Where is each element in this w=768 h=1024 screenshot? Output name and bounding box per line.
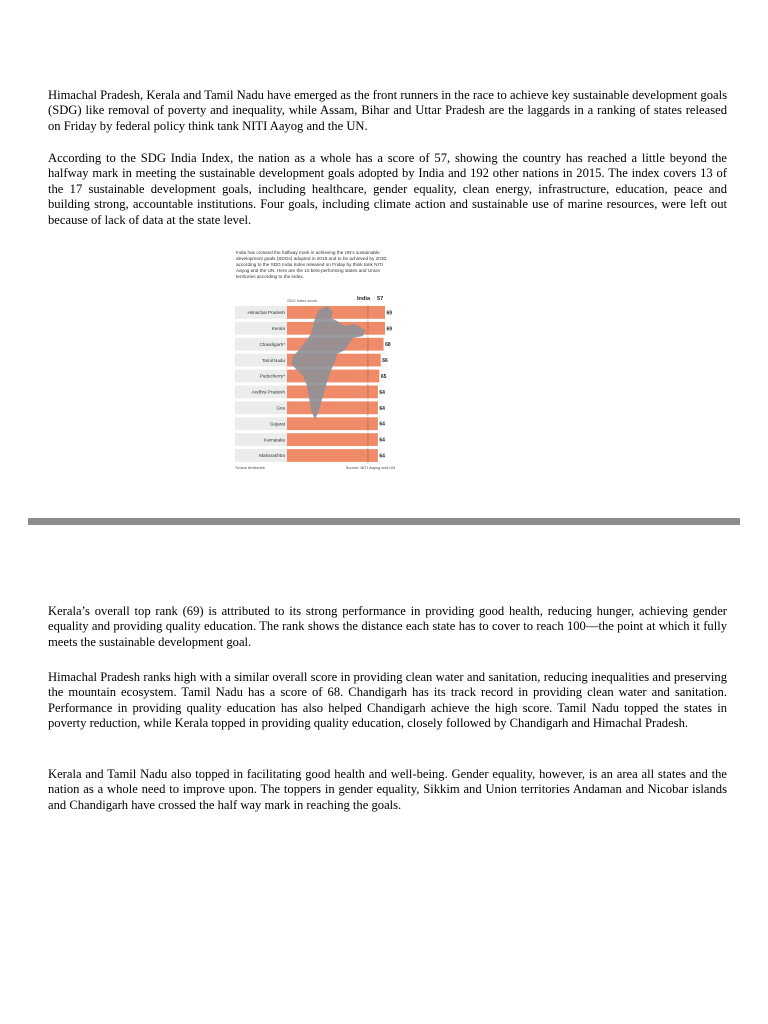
category-label: Goa: [276, 405, 285, 411]
score-value-label: 64: [379, 453, 385, 460]
infographic-intro: India has crossed the halfway mark in achieving the UN's sustainable development goals (SDGs) adopted in 2015 and to be achieved by 2030, according to the SDG India Index released on Friday by think tank NITI Aayog and the UN. Here are the 10 best-performing states and Union territories according to the index.: [236, 250, 388, 280]
category-label: Chandigarh*: [259, 341, 285, 347]
score-bar: [287, 306, 385, 319]
score-value-label: 66: [382, 358, 388, 365]
section-divider: [28, 518, 740, 525]
category-label: Gujarat: [269, 421, 285, 427]
score-value-label: 64: [379, 437, 385, 444]
score-bar: [287, 401, 378, 414]
sdg-index-paragraph: According to the SDG India Index, the nation as a whole has a score of 57, showing the country has reached a little beyond the halfway mark in meeting the sustainable development goals adopted by India and 192 other nations in 2015. The index covers 13 of the 17 sustainable development goals, including healthcare, gender equality, clean energy, infrastructure, education, peace and building strong, accountable institutions. Four goals, including climate action and sustainable use of marine resources, were left out because of lack of data at the state level.: [48, 151, 727, 227]
category-label: Andhra Pradesh: [251, 389, 285, 395]
kerala-paragraph: Kerala’s overall top rank (69) is attributed to its strong performance in providing good health, reducing hunger, achieving gender equality and providing quality education. The rank shows the distance each state has to cover to reach 100—the point at which it fully meets the sustainable development goal.: [48, 604, 727, 649]
india-reference-value: 57: [377, 296, 384, 302]
score-value-label: 64: [379, 389, 385, 396]
india-reference-label: India: [357, 296, 371, 302]
infographic-source: Source: NITI Aayog and UN: [345, 465, 395, 470]
health-paragraph: Kerala and Tamil Nadu also topped in facilitating good health and well-being. Gender equality, however, is an area all states and the nation as a whole need to improve upon. The toppers in gender equality, Sikkim and Union territories Andaman and Nicobar islands and Chandigarh have crossed the half way mark in reaching the goals.: [48, 767, 727, 812]
score-bar: [287, 449, 378, 462]
category-label: Karnataka: [264, 437, 285, 443]
score-value-label: 64: [379, 421, 385, 428]
category-label: Kerala: [271, 326, 285, 331]
score-value-label: 69: [386, 310, 393, 317]
sdg-bar-chart: [227, 304, 401, 464]
sdg-infographic: [227, 246, 401, 474]
score-value-label: 65: [380, 374, 387, 380]
infographic-footnote: *Union territories: [235, 465, 265, 470]
intro-paragraph: Himachal Pradesh, Kerala and Tamil Nadu have emerged as the front runners in the race to achieve key sustainable development goals (SDG) like removal of poverty and inequality, while Assam, Bihar and Uttar Pradesh are the laggards in a ranking of states released on Friday by federal policy think tank NITI Aayog and the UN.: [48, 88, 727, 133]
score-value-label: 69: [386, 326, 393, 333]
category-label: Himachal Pradesh: [247, 310, 285, 316]
score-bar: [287, 433, 378, 446]
infographic-subtitle: SDG index score: [287, 298, 318, 303]
score-value-label: 64: [379, 405, 385, 412]
score-bar: [287, 386, 378, 399]
himachal-paragraph: Himachal Pradesh ranks high with a similar overall score in providing clean water and sanitation, reducing inequalities and preserving the mountain ecosystem. Tamil Nadu has a score of 68. Chandigarh has its track record in providing clean water and sanitation. Performance in providing quality education has also helped Chandigarh achieve the high score. Tamil Nadu topped the states in poverty reduction, while Kerala topped in providing quality education, closely followed by Chandigarh and Himachal Pradesh.: [48, 670, 727, 731]
category-label: Tamil Nadu: [262, 357, 285, 363]
category-label: Maharashtra: [259, 453, 285, 459]
category-label: Puducherry*: [259, 373, 285, 379]
score-bar: [287, 417, 378, 430]
score-value-label: 68: [385, 342, 391, 349]
